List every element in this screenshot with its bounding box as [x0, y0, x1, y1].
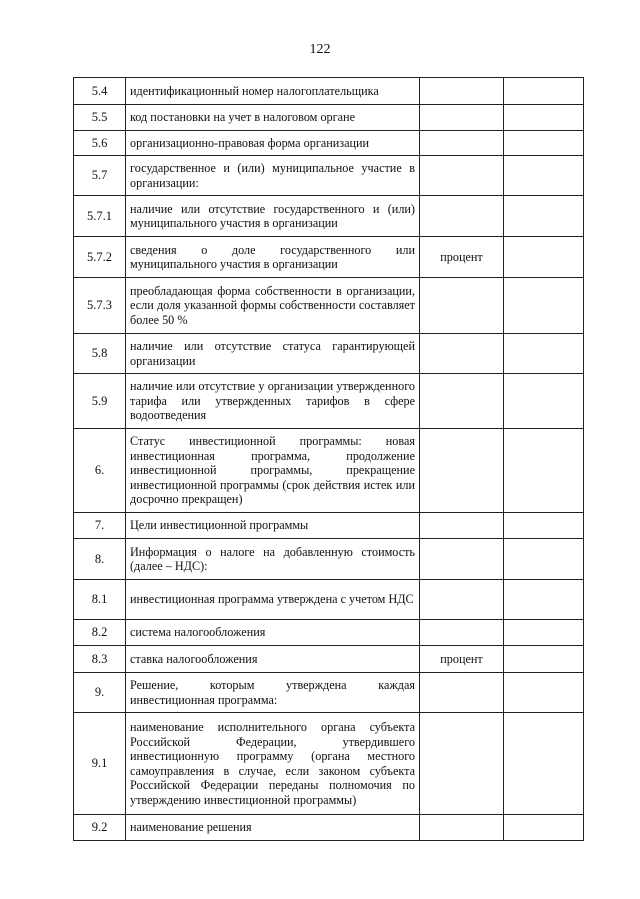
- row-unit: [420, 131, 504, 156]
- row-value: [504, 196, 584, 237]
- form-table: [73, 77, 584, 841]
- row-unit: [420, 620, 504, 646]
- row-value: [504, 374, 584, 429]
- row-description: идентификационный номер налогоплательщика: [126, 78, 420, 105]
- table-row: [74, 513, 584, 539]
- row-number: 8.3: [74, 646, 126, 673]
- row-number: 5.7.3: [74, 278, 126, 334]
- table-row: [74, 620, 584, 646]
- row-description: государственное и (или) муниципальное участие в организации:: [126, 156, 420, 196]
- row-number: 9.: [74, 673, 126, 713]
- row-description: система налогообложения: [126, 620, 420, 646]
- row-description: наличие или отсутствие у организации утвержденного тарифа или утвержденных тарифов в сфере водоотведения: [126, 374, 420, 429]
- row-unit: [420, 713, 504, 815]
- table-row: [74, 429, 584, 513]
- row-unit: [420, 429, 504, 513]
- row-unit: [420, 196, 504, 237]
- row-number: 5.9: [74, 374, 126, 429]
- row-value: [504, 237, 584, 278]
- row-number: 5.7.1: [74, 196, 126, 237]
- row-number: 5.4: [74, 78, 126, 105]
- row-value: [504, 539, 584, 580]
- row-description: инвестиционная программа утверждена с учетом НДС: [126, 580, 420, 620]
- row-number: 5.6: [74, 131, 126, 156]
- row-value: [504, 580, 584, 620]
- row-unit: [420, 278, 504, 334]
- row-description: код постановки на учет в налоговом органе: [126, 105, 420, 131]
- table-row: [74, 673, 584, 713]
- table-row: [74, 78, 584, 105]
- row-value: [504, 334, 584, 374]
- row-unit: [420, 374, 504, 429]
- table-row: [74, 539, 584, 580]
- table-row: [74, 374, 584, 429]
- table-row: [74, 580, 584, 620]
- table-row: [74, 131, 584, 156]
- row-number: 8.1: [74, 580, 126, 620]
- row-description: Решение, которым утверждена каждая инвестиционная программа:: [126, 673, 420, 713]
- row-number: 8.: [74, 539, 126, 580]
- row-description: организационно-правовая форма организации: [126, 131, 420, 156]
- row-value: [504, 673, 584, 713]
- row-unit: [420, 513, 504, 539]
- table-row: [74, 237, 584, 278]
- table-row: [74, 105, 584, 131]
- row-description: Информация о налоге на добавленную стоимость (далее – НДС):: [126, 539, 420, 580]
- table-row: [74, 334, 584, 374]
- page-number: 122: [309, 42, 331, 57]
- row-unit: [420, 580, 504, 620]
- table-row: [74, 156, 584, 196]
- row-description: наличие или отсутствие государственного и (или) муниципального участия в организации: [126, 196, 420, 237]
- row-value: [504, 105, 584, 131]
- row-number: 6.: [74, 429, 126, 513]
- row-unit: [420, 539, 504, 580]
- row-number: 5.5: [74, 105, 126, 131]
- row-value: [504, 713, 584, 815]
- row-description: сведения о доле государственного или муниципального участия в организации: [126, 237, 420, 278]
- row-description: наличие или отсутствие статуса гарантирующей организации: [126, 334, 420, 374]
- table-row: [74, 196, 584, 237]
- row-value: [504, 429, 584, 513]
- row-description: Статус инвестиционной программы: новая инвестиционная программа, продолжение инвестиционной программы, прекращение инвестиционной программы (срок действия истек или досрочно прекращен): [126, 429, 420, 513]
- row-value: [504, 156, 584, 196]
- row-value: [504, 513, 584, 539]
- row-number: 9.1: [74, 713, 126, 815]
- table-row: [74, 278, 584, 334]
- row-number: 5.7: [74, 156, 126, 196]
- row-description: преобладающая форма собственности в организации, если доля указанной формы собственности составляет более 50 %: [126, 278, 420, 334]
- row-number: 7.: [74, 513, 126, 539]
- row-unit: [420, 673, 504, 713]
- row-unit: [420, 334, 504, 374]
- table-row: [74, 713, 584, 815]
- row-description: наименование решения: [126, 815, 420, 841]
- row-unit: процент: [420, 237, 504, 278]
- row-unit: [420, 105, 504, 131]
- row-description: ставка налогообложения: [126, 646, 420, 673]
- row-value: [504, 278, 584, 334]
- row-description: наименование исполнительного органа субъекта Российской Федерации, утвердившего инвестиционную программу (органа местного самоуправления в случае, если законом субъекта Российской Федерации переданы полномочия по утверждению инвестиционной программы): [126, 713, 420, 815]
- row-number: 9.2: [74, 815, 126, 841]
- row-description: Цели инвестиционной программы: [126, 513, 420, 539]
- row-number: 5.8: [74, 334, 126, 374]
- row-value: [504, 78, 584, 105]
- table-row: [74, 815, 584, 841]
- row-number: 8.2: [74, 620, 126, 646]
- row-unit: [420, 156, 504, 196]
- row-value: [504, 646, 584, 673]
- row-number: 5.7.2: [74, 237, 126, 278]
- row-unit: процент: [420, 646, 504, 673]
- table-row: [74, 646, 584, 673]
- row-value: [504, 815, 584, 841]
- row-value: [504, 620, 584, 646]
- row-unit: [420, 78, 504, 105]
- row-value: [504, 131, 584, 156]
- row-unit: [420, 815, 504, 841]
